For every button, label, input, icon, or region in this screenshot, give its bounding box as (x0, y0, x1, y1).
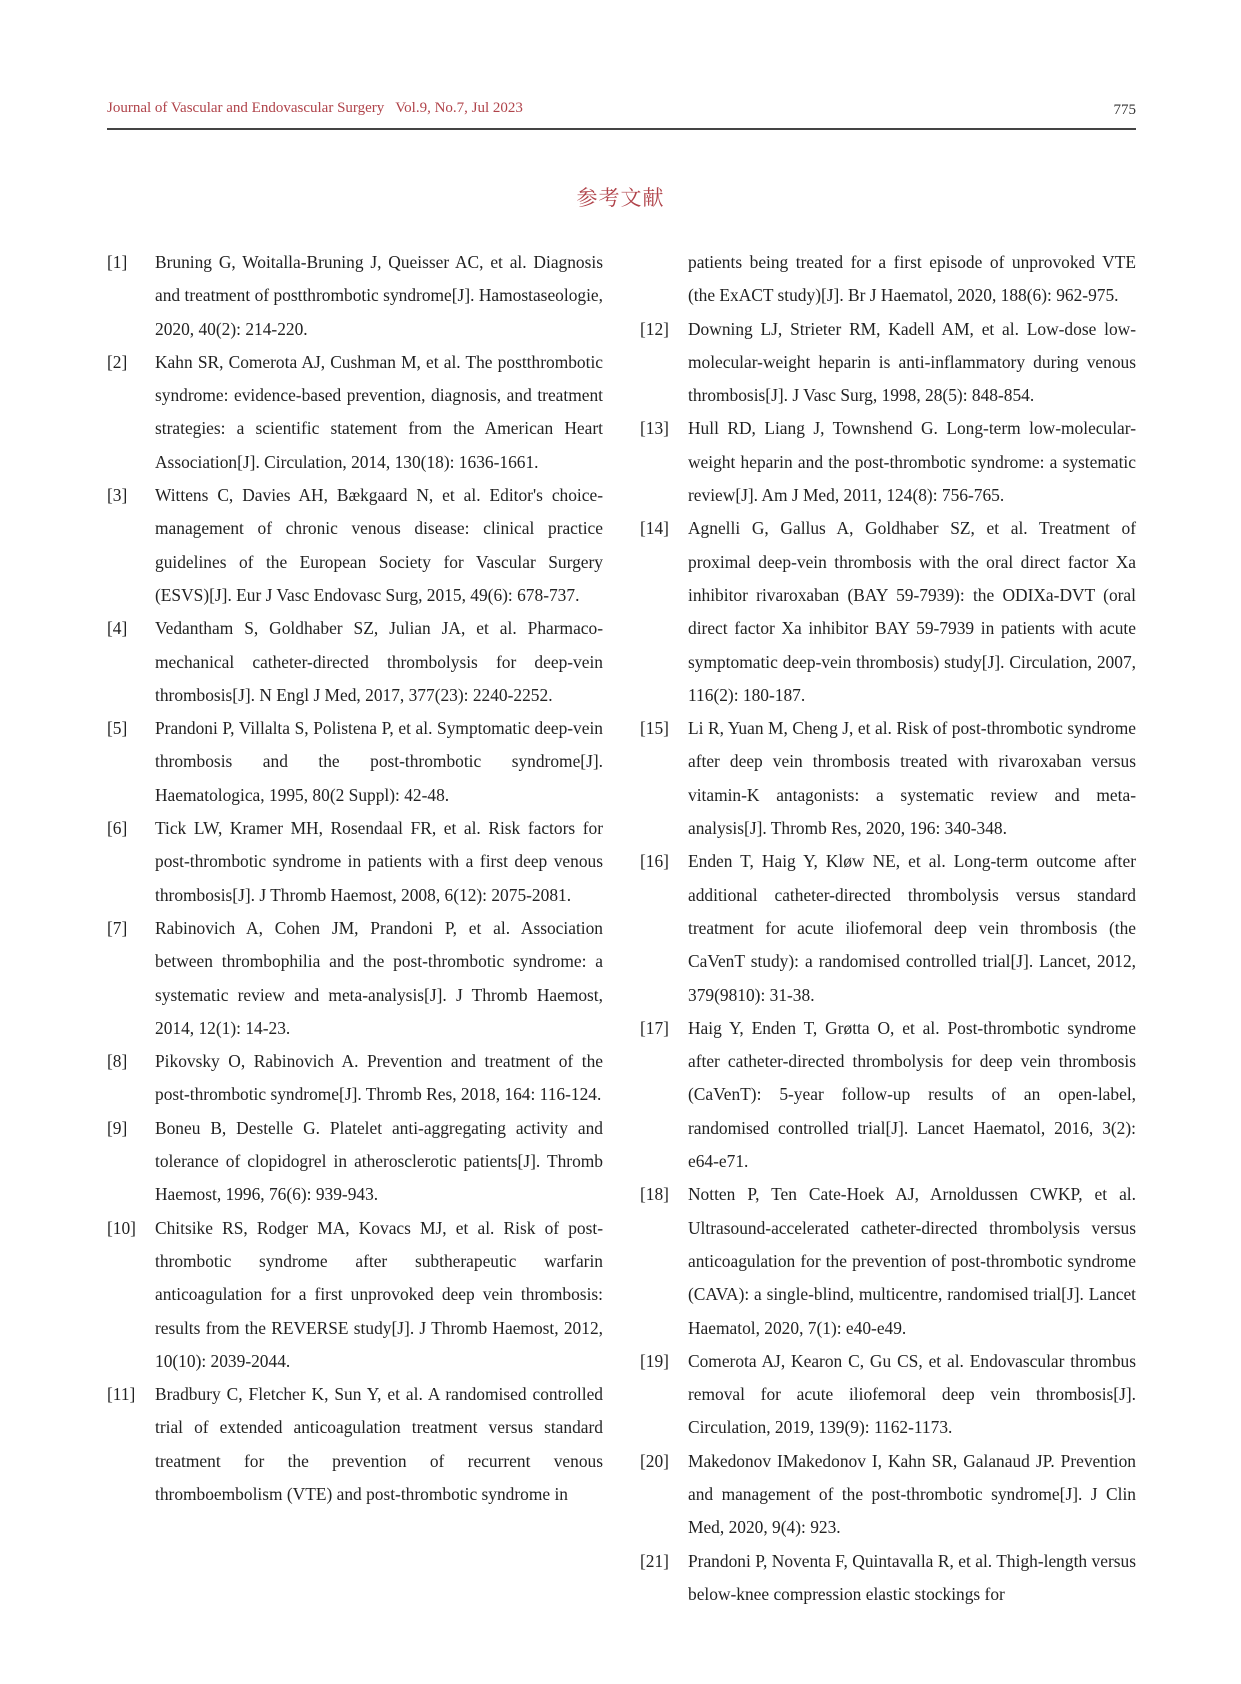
section-title: 参考文献 (576, 186, 665, 210)
reference-text: Kahn SR, Comerota AJ, Cushman M, et al. The postthrombotic syndrome: evidence-based prevention, diagnosis, and treatment strategies: a scientific statement from the American Heart Association[J]. Circulation, 2014, 130(18): 1636-1661. (155, 351, 603, 472)
reference-item (107, 1045, 603, 1112)
reference-text: Notten P, Ten Cate-Hoek AJ, Arnoldussen CWKP, et al. Ultrasound-accelerated catheter-directed thrombolysis versus anticoagulation for the prevention of post-thrombotic syndrome (CAVA): a single-blind, multicentre, randomised trial[J]. Lancet Haematol, 2020, 7(1): e40-e49. (688, 1184, 1136, 1338)
reference-number: [4] (107, 618, 128, 639)
reference-item (107, 912, 603, 1045)
reference-text: Comerota AJ, Kearon C, Gu CS, et al. Endovascular thrombus removal for acute iliofemoral deep vein thrombosis[J]. Circulation, 2019, 139(9): 1162-1173. (688, 1350, 1136, 1438)
reference-text: Prandoni P, Villalta S, Polistena P, et al. Symptomatic deep-vein thrombosis and the post-thrombotic syndrome[J]. Haematologica, 1995, 80(2 Suppl): 42-48. (155, 718, 603, 805)
reference-item (640, 712, 1136, 845)
reference-number: [21] (640, 1550, 669, 1571)
reference-item (640, 412, 1136, 512)
reference-number: [16] (640, 851, 669, 872)
reference-number: [10] (107, 1217, 136, 1238)
reference-number: [11] (107, 1384, 136, 1405)
reference-item (107, 612, 603, 712)
reference-item (640, 313, 1136, 413)
reference-item (640, 1178, 1136, 1344)
running-header (107, 98, 1136, 130)
reference-number: [9] (107, 1117, 128, 1138)
reference-number: [1] (107, 252, 128, 272)
reference-item (640, 1012, 1136, 1178)
reference-item (107, 812, 603, 912)
reference-text: Chitsike RS, Rodger MA, Kovacs MJ, et al. Risk of post-thrombotic syndrome after subtherapeutic warfarin anticoagulation for a first unprovoked deep vein thrombosis: results from the REVERSE study[J]. J Thromb Haemost, 2012, 10(10): 2039-2044. (155, 1217, 603, 1371)
reference-item (107, 1112, 603, 1212)
reference-number: [18] (640, 1184, 669, 1205)
reference-text: Downing LJ, Strieter RM, Kadell AM, et al. Low-dose low-molecular-weight heparin is anti-inflammatory during venous thrombosis[J]. J Vasc Surg, 1998, 28(5): 848-854. (688, 318, 1136, 406)
reference-number: [14] (640, 518, 669, 539)
reference-number: [8] (107, 1051, 128, 1072)
reference-number: [15] (640, 718, 669, 739)
reference-item (640, 1445, 1136, 1545)
journal-name: Journal of Vascular and Endovascular Surgery Vol.9, No.7, Jul 2023 (107, 100, 523, 116)
reference-text: Boneu B, Destelle G. Platelet anti-aggregating activity and tolerance of clopidogrel in atherosclerotic patients[J]. Thromb Haemost, 1996, 76(6): 939-943. (155, 1117, 603, 1205)
reference-number: [13] (640, 418, 669, 439)
reference-number: [20] (640, 1450, 669, 1471)
reference-number: [2] (107, 351, 128, 372)
reference-continuation (640, 246, 1136, 313)
reference-number: [3] (107, 485, 128, 506)
reference-item (107, 712, 603, 812)
reference-text: Prandoni P, Noventa F, Quintavalla R, et al. Thigh-length versus below-knee compression elastic stockings for (688, 1550, 1136, 1604)
reference-text: Wittens C, Davies AH, Bækgaard N, et al. Editor's choice-management of chronic venous disease: clinical practice guidelines of the European Society for Vascular Surgery (ESVS)[J]. Eur J Vasc Endovasc Surg, 2015, 49(6): 678-737. (155, 485, 603, 605)
reference-item (640, 1545, 1136, 1612)
reference-number: [17] (640, 1017, 669, 1038)
reference-item (107, 1378, 603, 1511)
reference-text: Li R, Yuan M, Cheng J, et al. Risk of post-thrombotic syndrome after deep vein thrombosis treated with rivaroxaban versus vitamin-K antagonists: a systematic review and meta-analysis[J]. Thromb Res, 2020, 196: 340-348. (688, 718, 1136, 839)
references-right-column (640, 246, 1136, 1611)
reference-text: Vedantham S, Goldhaber SZ, Julian JA, et al. Pharmaco-mechanical catheter-directed thrombolysis for deep-vein thrombosis[J]. N Engl J Med, 2017, 377(23): 2240-2252. (155, 618, 603, 705)
reference-number: [5] (107, 718, 128, 739)
reference-item (640, 1345, 1136, 1445)
references-left-column (107, 246, 603, 1511)
reference-text: Rabinovich A, Cohen JM, Prandoni P, et al. Association between thrombophilia and the post-thrombotic syndrome: a systematic review and meta-analysis[J]. J Thromb Haemost, 2014, 12(1): 14-23. (155, 917, 603, 1038)
reference-text: Hull RD, Liang J, Townshend G. Long-term low-molecular-weight heparin and the post-thrombotic syndrome: a systematic review[J]. Am J Med, 2011, 124(8): 756-765. (688, 418, 1136, 506)
reference-number: [7] (107, 917, 128, 938)
reference-text: Enden T, Haig Y, Kløw NE, et al. Long-term outcome after additional catheter-directed thrombolysis versus standard treatment for acute iliofemoral deep vein thrombosis (the CaVenT study): a randomised controlled trial[J]. Lancet, 2012, 379(9810): 31-38. (688, 851, 1136, 1005)
reference-item (107, 479, 603, 612)
reference-text: Agnelli G, Gallus A, Goldhaber SZ, et al. Treatment of proximal deep-vein thrombosis with the oral direct factor Xa inhibitor rivaroxaban (BAY 59-7939): the ODIXa-DVT (oral direct factor Xa inhibitor BAY 59-7939 in patients with acute symptomatic deep-vein thrombosis) study[J]. Circulation, 2007, 116(2): 180-187. (688, 518, 1136, 705)
page-number: 775 (1113, 102, 1136, 118)
reference-text: Bradbury C, Fletcher K, Sun Y, et al. A randomised controlled trial of extended anticoagulation treatment versus standard treatment for the prevention of recurrent venous thromboembolism (VTE) and post-thrombotic syndrome in (155, 1384, 603, 1504)
reference-text: Pikovsky O, Rabinovich A. Prevention and treatment of the post-thrombotic syndrome[J]. Thromb Res, 2018, 164: 116-124. (155, 1051, 603, 1105)
reference-text: Makedonov IMakedonov I, Kahn SR, Galanaud JP. Prevention and management of the post-thrombotic syndrome[J]. J Clin Med, 2020, 9(4): 923. (688, 1450, 1136, 1538)
reference-text: patients being treated for a first episode of unprovoked VTE (the ExACT study)[J]. Br J Haematol, 2020, 188(6): 962-975. (688, 252, 1136, 306)
reference-item (640, 512, 1136, 712)
reference-text: Bruning G, Woitalla-Bruning J, Queisser AC, et al. Diagnosis and treatment of postthrombotic syndrome[J]. Hamostaseologie, 2020, 40(2): 214-220. (155, 252, 603, 339)
reference-number: [6] (107, 818, 128, 839)
reference-item (107, 1212, 603, 1378)
reference-item (107, 246, 603, 346)
reference-text: Tick LW, Kramer MH, Rosendaal FR, et al. Risk factors for post-thrombotic syndrome in patients with a first deep venous thrombosis[J]. J Thromb Haemost, 2008, 6(12): 2075-2081. (155, 818, 603, 905)
reference-number: [19] (640, 1350, 669, 1371)
reference-item (107, 346, 603, 479)
reference-text: Haig Y, Enden T, Grøtta O, et al. Post-thrombotic syndrome after catheter-directed thrombolysis for deep vein thrombosis (CaVenT): 5-year follow-up results of an open-label, randomised controlled trial[J]. Lancet Haematol, 2016, 3(2): e64-e71. (688, 1017, 1136, 1172)
reference-number: [12] (640, 318, 669, 339)
reference-item (640, 845, 1136, 1011)
